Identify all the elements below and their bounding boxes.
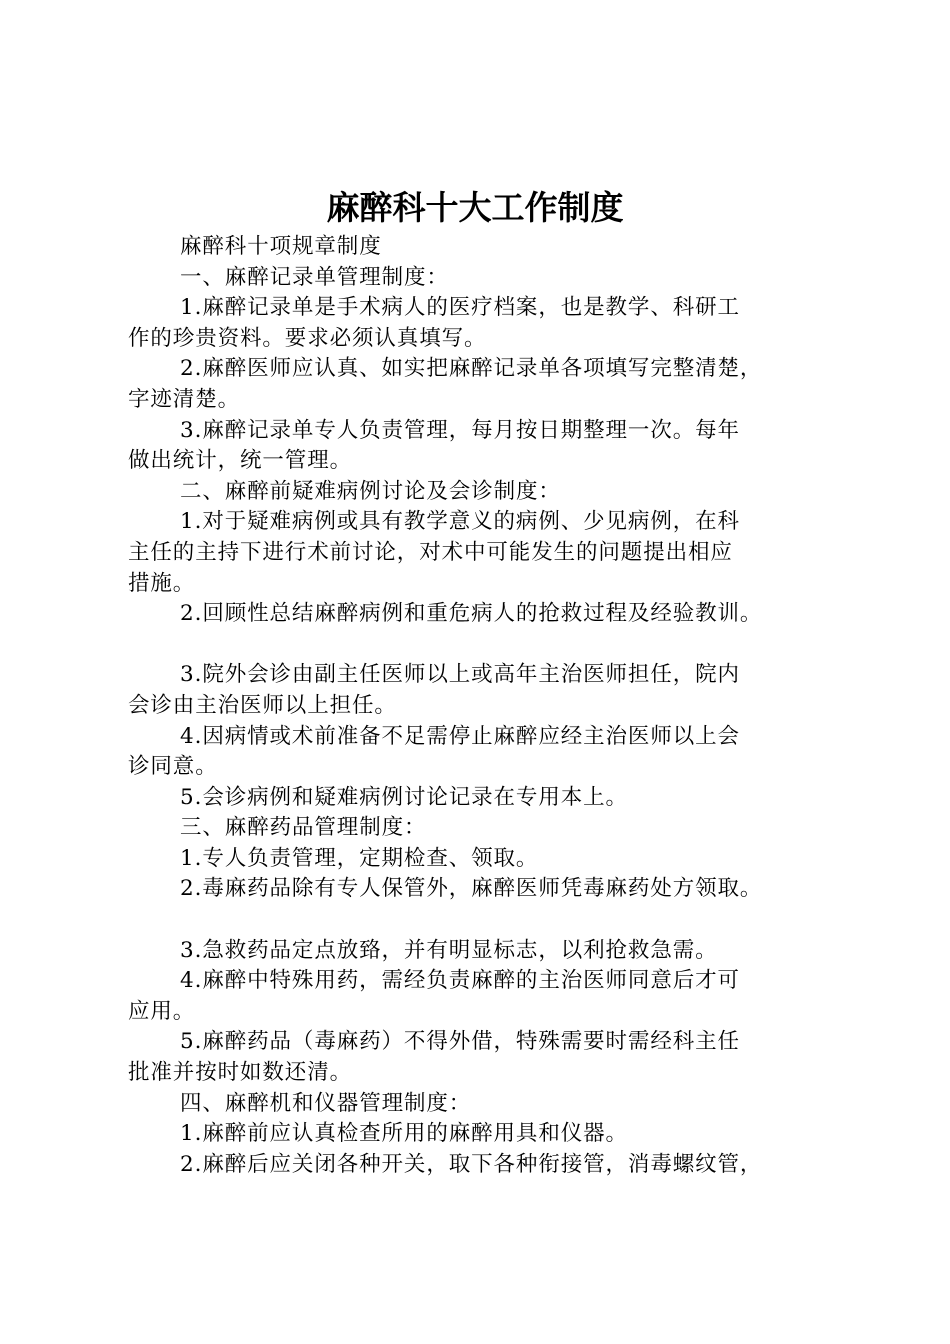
blank-line [128,630,848,661]
document-title: 麻醉科十大工作制度 [326,188,624,227]
text-line: 2.回顾性总结麻醉病例和重危病人的抢救过程及经验教训。 [180,601,763,627]
text-line: 一、麻醉记录单管理制度： [180,264,449,290]
text-line: 应用。 [128,998,196,1024]
text-line: 麻醉科十项规章制度 [180,234,382,259]
text-line: 1.麻醉前应认真检查所用的麻醉用具和仪器。 [180,1121,628,1147]
text-line: 3.麻醉记录单专人负责管理，每月按日期整理一次。每年 [180,417,740,443]
text-line: 4.麻醉中特殊用药，需经负责麻醉的主治医师同意后才可 [180,968,740,994]
text-line: 四、麻醉机和仪器管理制度： [180,1090,472,1116]
text-line: 二、麻醉前疑难病例讨论及会诊制度： [180,478,561,504]
text-line: 5.会诊病例和疑难病例讨论记录在专用本上。 [180,784,628,810]
blank-line [128,905,848,936]
text-line: 2.麻醉后应关闭各种开关，取下各种衔接管，消毒螺纹管， [180,1151,763,1177]
text-line: 三、麻醉药品管理制度： [180,815,427,841]
text-line: 批准并按时如数还清。 [128,1060,353,1086]
document-body [128,232,848,1180]
text-line: 2.麻醉医师应认真、如实把麻醉记录单各项填写完整清楚， [180,356,763,382]
text-line: 会诊由主治医师以上担任。 [128,692,397,718]
text-line: 3.急救药品定点放臵，并有明显标志，以利抢救急需。 [180,937,718,963]
text-line: 做出统计，统一管理。 [128,448,353,474]
text-line: 2.毒麻药品除有专人保管外，麻醉医师凭毒麻药处方领取。 [180,876,763,902]
text-line: 主任的主持下进行术前讨论，对术中可能发生的问题提出相应 [128,539,733,565]
text-line: 诊同意。 [128,754,218,780]
text-line: 1.专人负责管理，定期检查、领取。 [180,845,539,871]
text-line: 4.因病情或术前准备不足需停止麻醉应经主治医师以上会 [180,723,740,749]
text-line: 措施。 [128,570,196,596]
text-line: 1.麻醉记录单是手术病人的医疗档案，也是教学、科研工 [180,295,740,321]
text-line: 1.对于疑难病例或具有教学意义的病例、少见病例，在科 [180,509,740,535]
text-line: 5.麻醉药品（毒麻药）不得外借，特殊需要时需经科主任 [180,1029,740,1055]
text-line: 3.院外会诊由副主任医师以上或高年主治医师担任，院内 [180,662,740,688]
text-line: 作的珍贵资料。要求必须认真填写。 [128,325,487,351]
text-line: 字迹清楚。 [128,386,241,412]
